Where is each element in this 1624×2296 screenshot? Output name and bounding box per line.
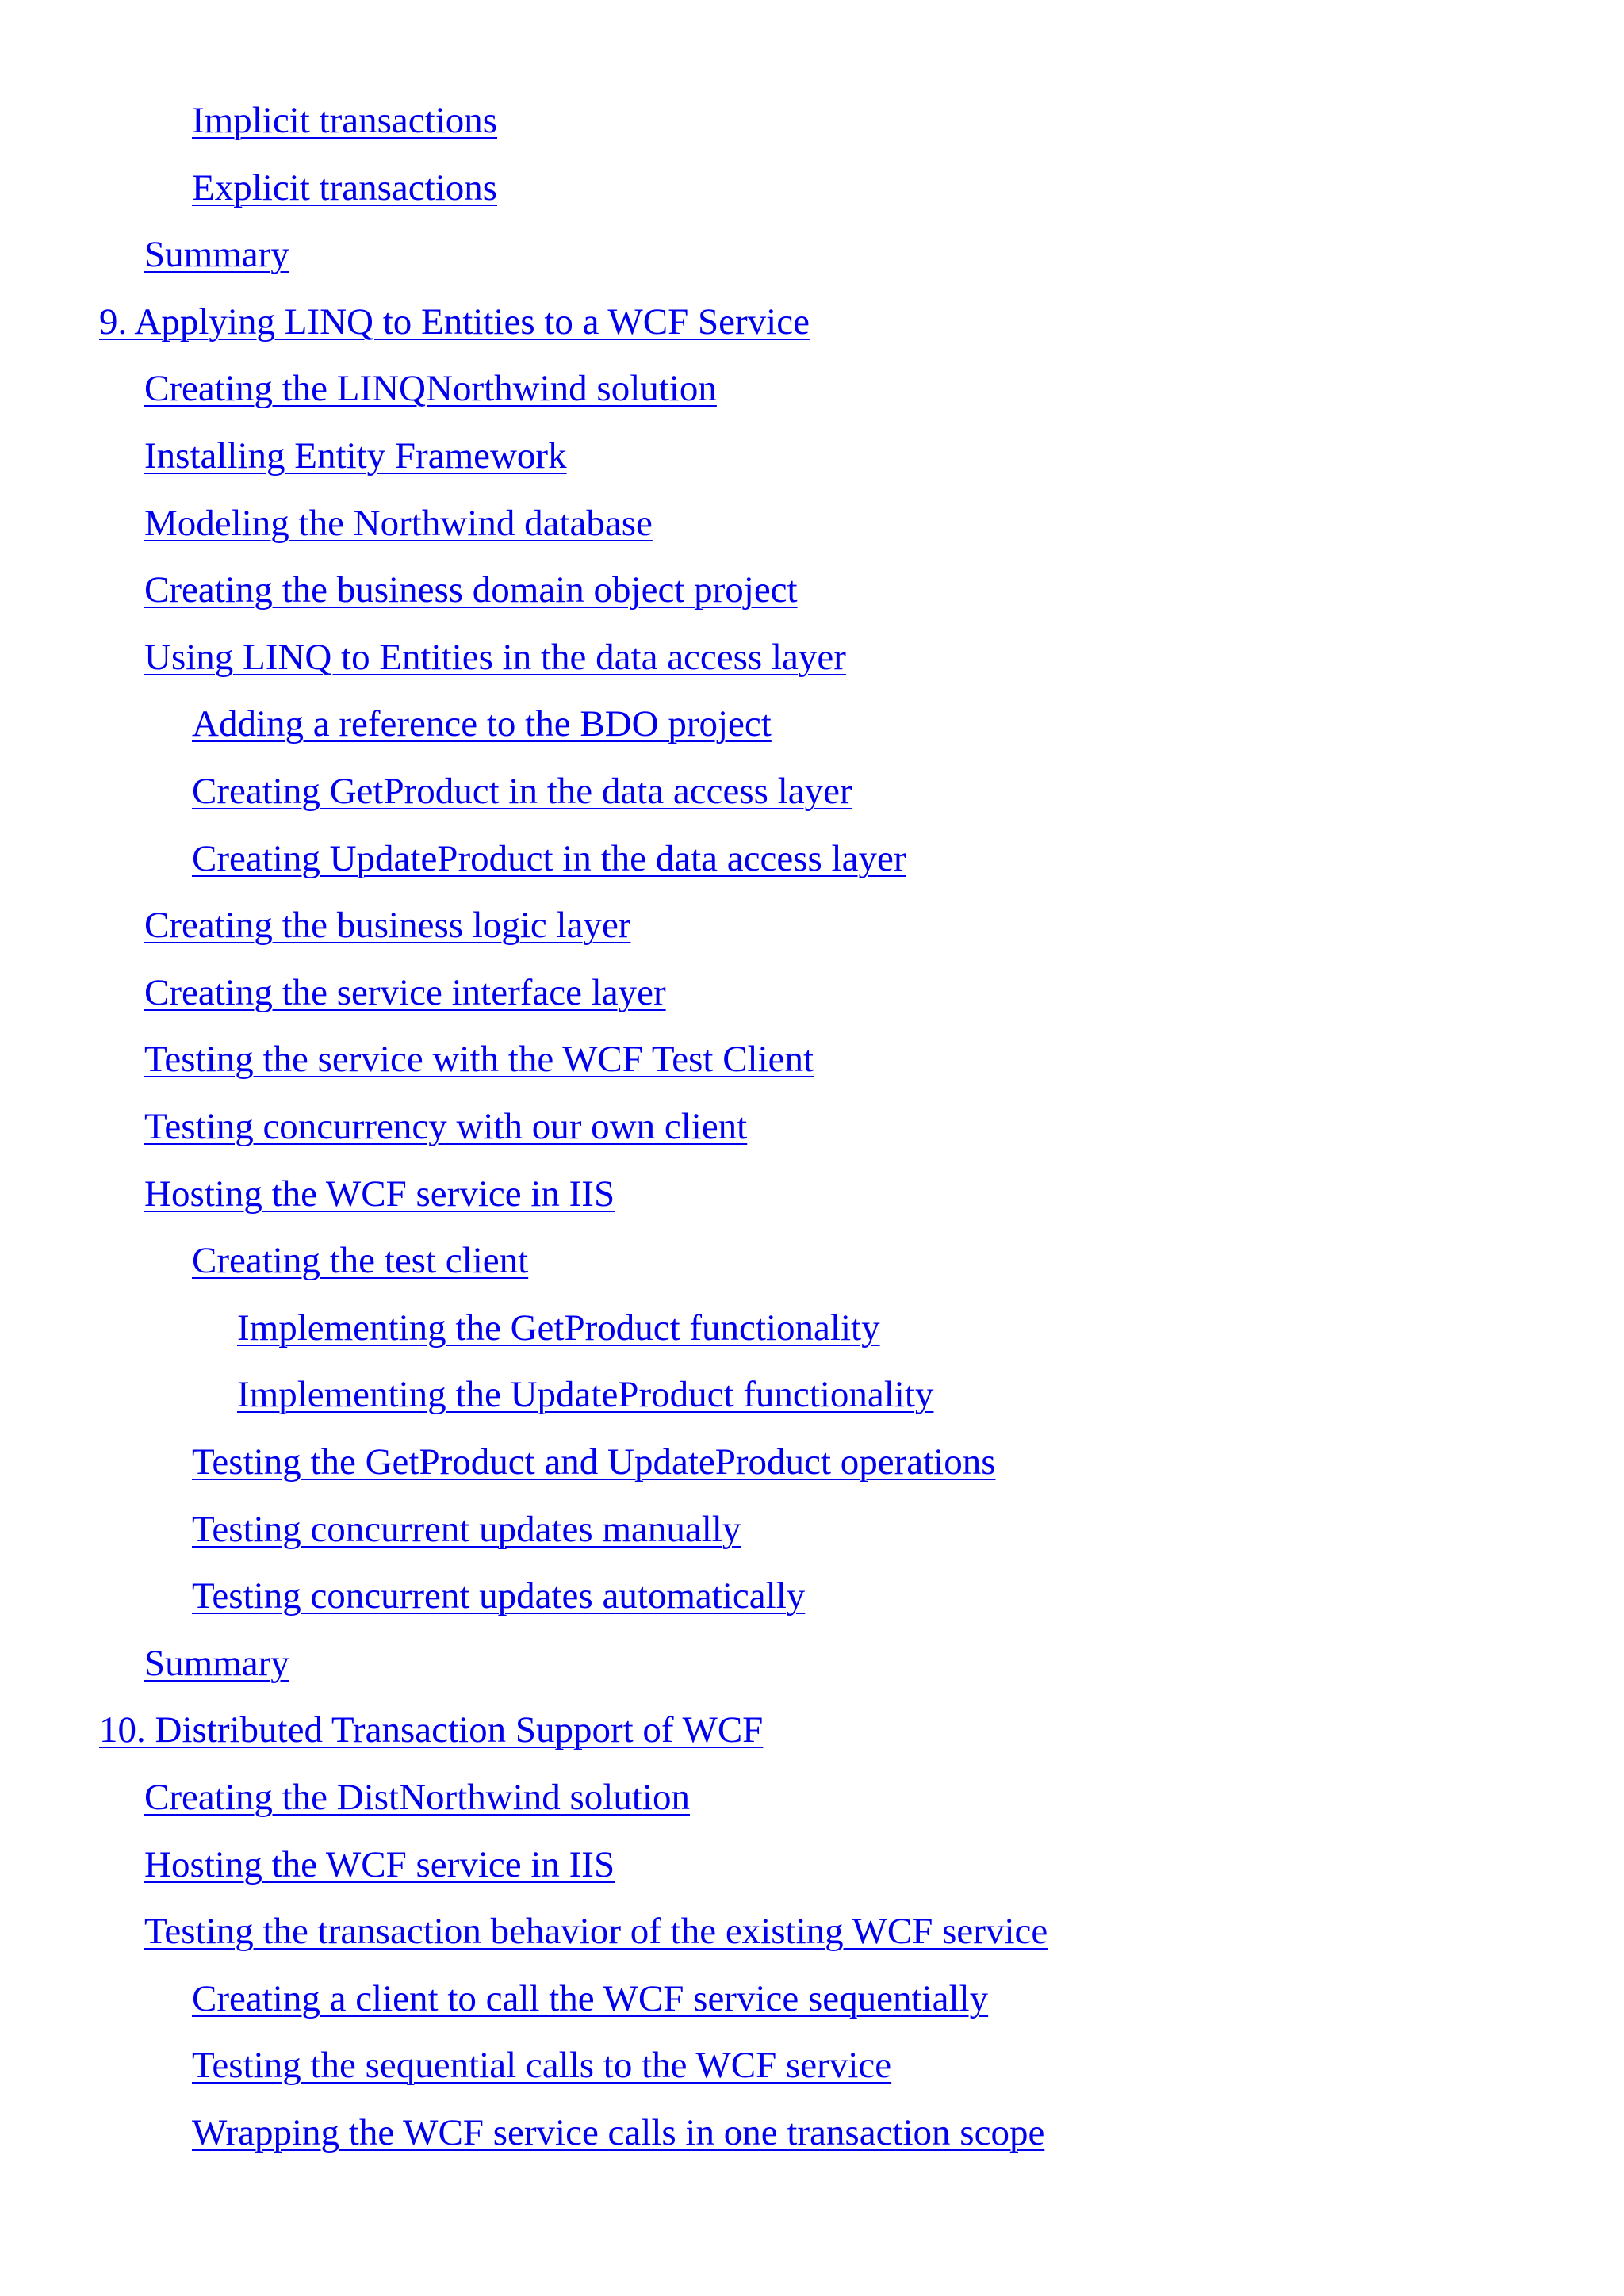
toc-entry bbox=[0, 2038, 891, 2093]
toc-link[interactable]: 9. Applying LINQ to Entities to a WCF Service bbox=[99, 301, 810, 342]
toc-link[interactable]: Creating the DistNorthwind solution bbox=[144, 1777, 690, 1818]
toc-entry bbox=[0, 897, 630, 953]
toc-entry bbox=[0, 1770, 690, 1825]
toc-entry bbox=[0, 2105, 1044, 2160]
toc-link[interactable]: Creating GetProduct in the data access layer bbox=[192, 771, 852, 812]
toc-entry bbox=[0, 227, 289, 282]
toc-link[interactable]: Testing the sequential calls to the WCF service bbox=[192, 2045, 892, 2086]
toc-link[interactable]: Creating the test client bbox=[192, 1240, 529, 1281]
toc-link[interactable]: Wrapping the WCF service calls in one transaction scope bbox=[192, 2112, 1045, 2153]
toc-link[interactable]: Implementing the GetProduct functionality bbox=[237, 1307, 880, 1349]
toc-entry bbox=[0, 1166, 615, 1222]
toc-entry bbox=[0, 93, 497, 148]
toc-entry bbox=[0, 1702, 763, 1758]
toc-link[interactable]: Creating the business domain object project bbox=[144, 569, 798, 610]
toc-entry bbox=[0, 1636, 289, 1691]
toc-link[interactable]: Creating UpdateProduct in the data access layer bbox=[192, 838, 906, 879]
toc-link[interactable]: 10. Distributed Transaction Support of WCF bbox=[99, 1709, 764, 1751]
toc-link[interactable]: Testing the GetProduct and UpdateProduct operations bbox=[192, 1441, 996, 1483]
toc-link[interactable]: Testing concurrency with our own client bbox=[144, 1106, 748, 1147]
toc-entry bbox=[0, 1367, 933, 1422]
toc-link[interactable]: Explicit transactions bbox=[192, 167, 498, 209]
toc-entry bbox=[0, 629, 846, 685]
toc-entry bbox=[0, 1837, 615, 1892]
toc-entry bbox=[0, 1971, 988, 2026]
toc-link[interactable]: Creating the business logic layer bbox=[144, 905, 631, 946]
toc-link[interactable]: Testing the transaction behavior of the existing WCF service bbox=[144, 1911, 1048, 1952]
toc-entry bbox=[0, 831, 906, 886]
toc-link[interactable]: Hosting the WCF service in IIS bbox=[144, 1844, 615, 1885]
toc-link[interactable]: Creating a client to call the WCF service sequentially bbox=[192, 1978, 989, 2019]
toc-link[interactable]: Using LINQ to Entities in the data access layer bbox=[144, 637, 846, 678]
toc-entry bbox=[0, 294, 810, 350]
toc-entry bbox=[0, 562, 798, 618]
toc-link[interactable]: Creating the LINQNorthwind solution bbox=[144, 368, 717, 409]
toc-entry bbox=[0, 160, 497, 216]
toc-link[interactable]: Testing the service with the WCF Test Client bbox=[144, 1039, 814, 1080]
toc-link[interactable]: Hosting the WCF service in IIS bbox=[144, 1173, 615, 1215]
toc-entry bbox=[0, 1031, 814, 1087]
toc-entry bbox=[0, 763, 852, 819]
toc-link[interactable]: Adding a reference to the BDO project bbox=[192, 703, 772, 744]
toc-entry bbox=[0, 428, 567, 484]
toc-entry bbox=[0, 496, 653, 551]
toc-link[interactable]: Modeling the Northwind database bbox=[144, 503, 653, 544]
toc-entry bbox=[0, 696, 772, 752]
toc-entry bbox=[0, 1904, 1048, 1959]
toc-link[interactable]: Implementing the UpdateProduct functionality bbox=[237, 1374, 934, 1415]
toc-entry bbox=[0, 1568, 805, 1624]
toc-link[interactable]: Testing concurrent updates automatically bbox=[192, 1575, 806, 1617]
toc-entry bbox=[0, 1099, 747, 1154]
toc-entry bbox=[0, 1434, 996, 1490]
toc-link[interactable]: Summary bbox=[144, 1643, 289, 1684]
toc-entry bbox=[0, 1300, 880, 1356]
toc-link[interactable]: Testing concurrent updates manually bbox=[192, 1509, 741, 1550]
toc-entry bbox=[0, 965, 666, 1020]
toc-entry bbox=[0, 361, 717, 416]
toc-link[interactable]: Installing Entity Framework bbox=[144, 435, 567, 476]
toc-entry bbox=[0, 1502, 741, 1557]
toc-link[interactable]: Summary bbox=[144, 234, 289, 275]
toc-link[interactable]: Creating the service interface layer bbox=[144, 972, 666, 1013]
toc-entry bbox=[0, 1233, 528, 1288]
toc-link[interactable]: Implicit transactions bbox=[192, 100, 498, 141]
